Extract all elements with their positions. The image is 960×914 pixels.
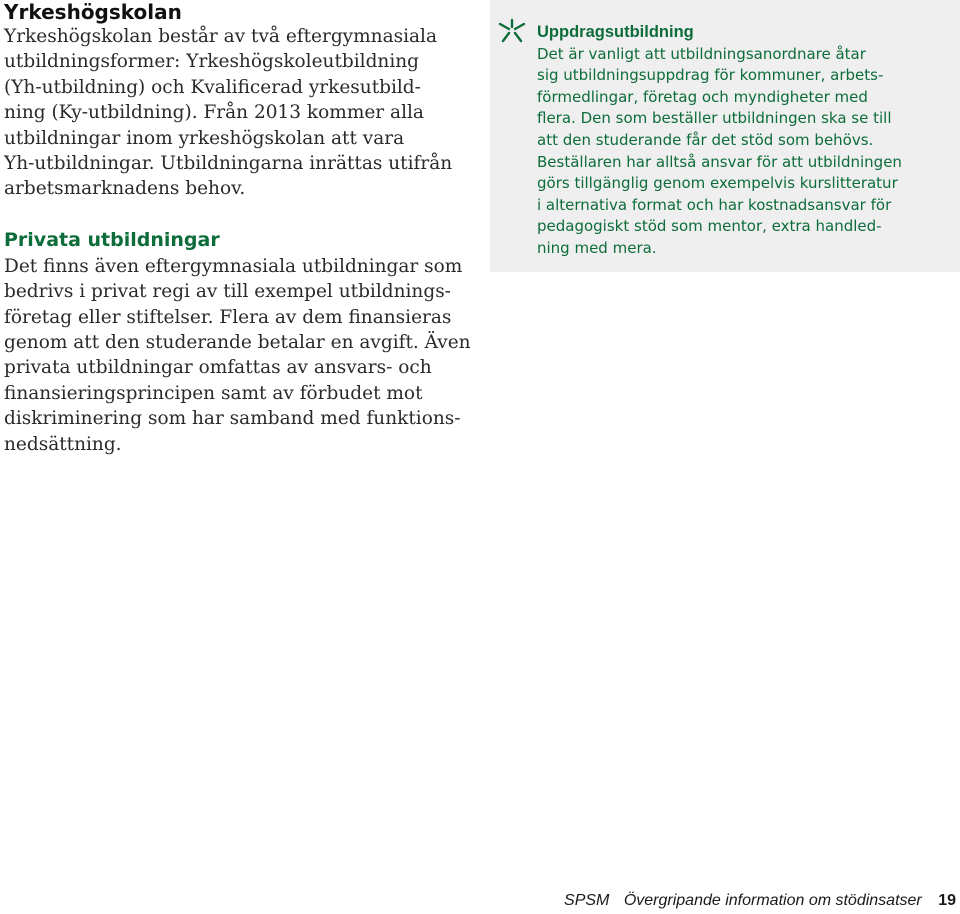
info-box-line: ning med mera. <box>537 238 657 257</box>
text-line: utbildningar inom yrkeshögskolan att vara <box>4 127 405 149</box>
text-line: Yh-utbildningar. Utbildningarna inrättas utifrån <box>4 153 453 175</box>
info-box-uppdragsutbildning <box>490 0 960 272</box>
text-line: (Yh-utbildning) och Kvalificerad yrkesutbild- <box>4 76 421 98</box>
page-number: 19 <box>938 892 956 909</box>
text-line: arbetsmarknadens behov. <box>4 178 246 200</box>
section-heading-privata-utbildningar: Privata utbildningar <box>4 228 220 251</box>
info-box-line: pedagogiskt stöd som mentor, extra handled- <box>537 217 882 236</box>
text-line: genom att den studerande betalar en avgift. Även <box>4 332 471 354</box>
info-box-line: sig utbildningsuppdrag för kommuner, arbets- <box>537 66 884 85</box>
info-box-line: flera. Den som beställer utbildningen ska se till <box>537 109 892 128</box>
text-line: Yrkeshögskolan består av två eftergymnasiala <box>4 26 438 47</box>
text-line: bedrivs i privat regi av till exempel utbildnings- <box>4 281 451 303</box>
info-box-line: Det är vanligt att utbildningsanordnare åtar <box>537 44 866 63</box>
text-line: ning (Ky-utbildning). Från 2013 kommer alla <box>4 102 424 124</box>
footer-brand: SPSM <box>564 892 610 909</box>
info-box-heading: Uppdragsutbildning <box>537 23 694 41</box>
main-column <box>4 0 480 457</box>
info-box-line: görs tillgänglig genom exempelvis kurslitteratur <box>537 174 898 193</box>
footer-section-title: Övergripande information om stödinsatser <box>623 892 922 909</box>
text-line: utbildningsformer: Yrkeshögskoleutbildning <box>4 51 419 73</box>
paragraph-privata-utbildningar <box>4 254 480 457</box>
info-box-line: att den studerande får det stöd som behövs. <box>537 130 874 149</box>
text-line: privata utbildningar omfattas av ansvars- och <box>4 357 432 379</box>
text-line: Det finns även eftergymnasiala utbildningar som <box>4 255 463 277</box>
text-line: finansieringsprincipen samt av förbudet mot <box>4 382 423 404</box>
info-box-line: Beställaren har alltså ansvar för att utbildningen <box>537 152 902 171</box>
info-box-content <box>537 22 902 260</box>
page-footer <box>564 890 956 912</box>
text-line: diskriminering som har samband med funktions- <box>4 408 461 430</box>
sprout-icon <box>498 16 526 44</box>
info-box-line: i alternativa format och har kostnadsansvar för <box>537 195 892 214</box>
text-line: företag eller stiftelser. Flera av dem finansieras <box>4 306 452 328</box>
text-line: nedsättning. <box>4 433 122 455</box>
section-heading-yrkeshogskolan: Yrkeshögskolan <box>4 0 182 24</box>
paragraph-yrkeshogskolan <box>4 24 480 202</box>
info-box-line: förmedlingar, företag och myndigheter med <box>537 87 868 106</box>
